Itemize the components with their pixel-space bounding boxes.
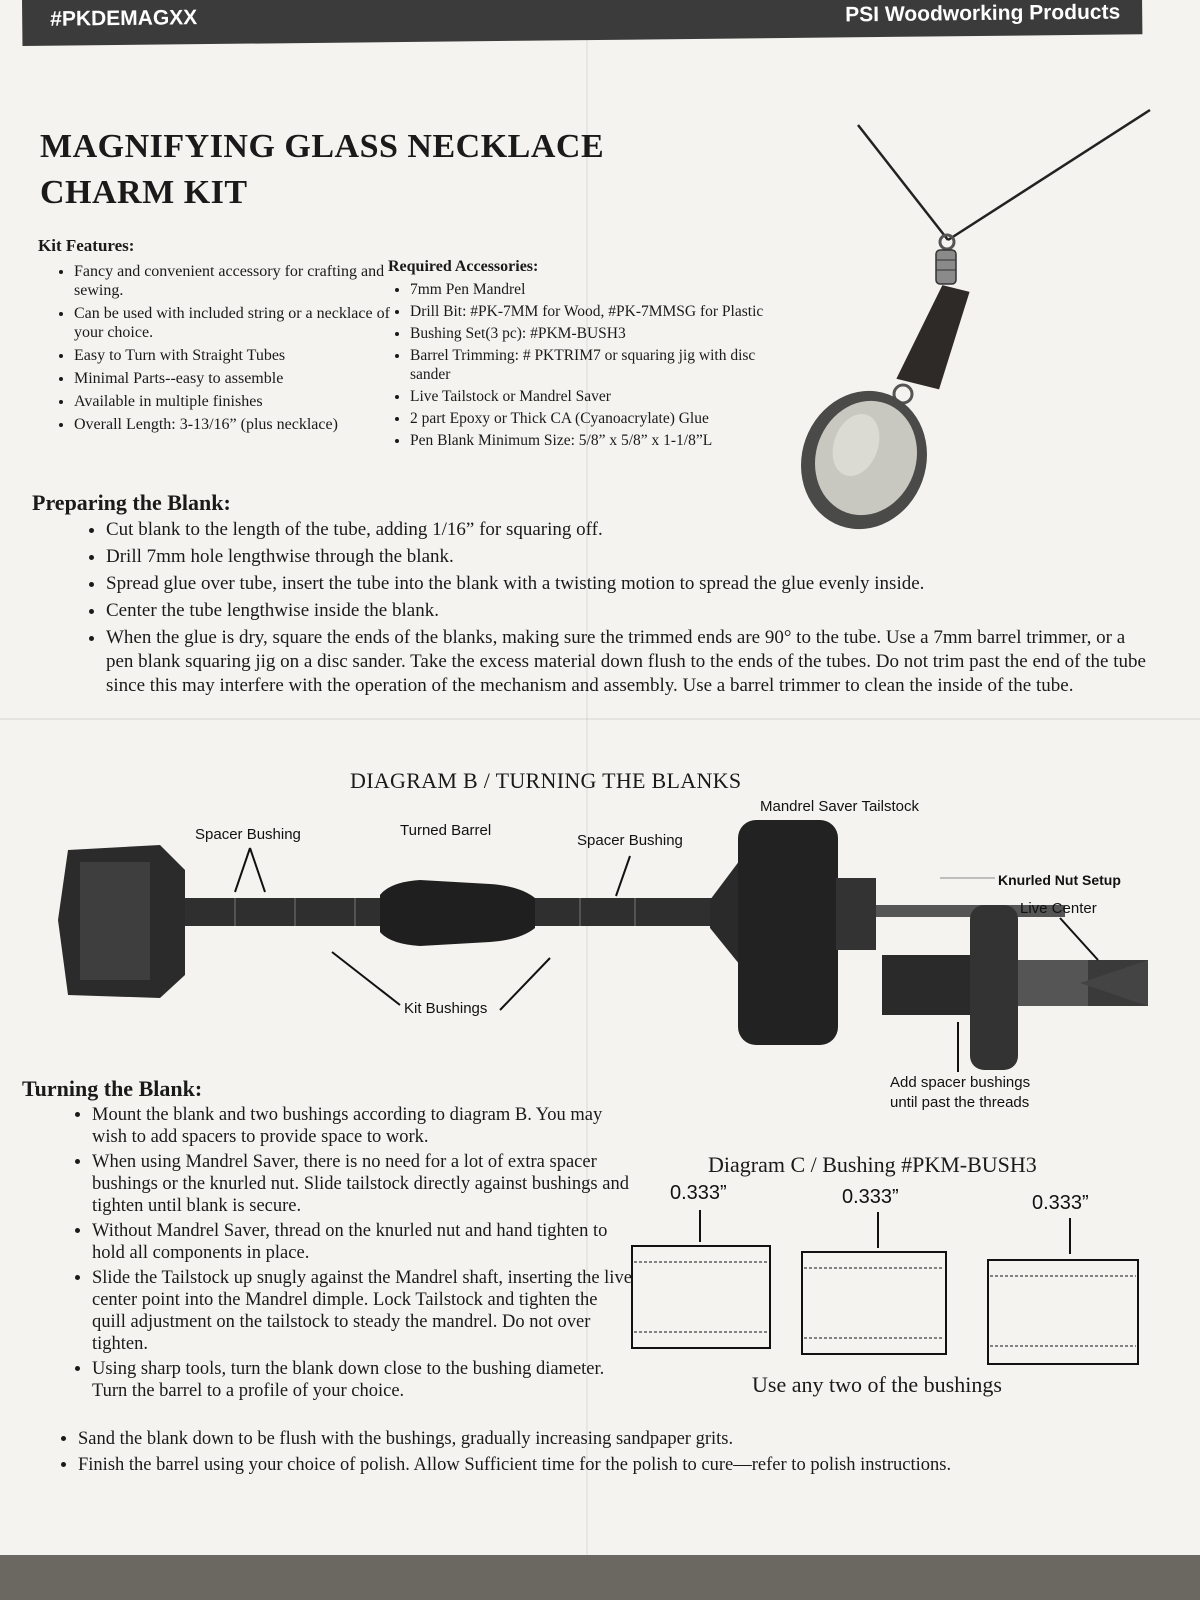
label-live-center: Live Center	[1020, 900, 1097, 917]
preparing-list	[72, 518, 1146, 701]
label-mandrel-saver: Mandrel Saver Tailstock	[760, 798, 919, 815]
list-item: • Overall Length: 3-13/16” (plus necklace)	[74, 415, 414, 434]
preparing-heading: Preparing the Blank:	[32, 490, 231, 515]
table-background	[0, 1555, 1200, 1600]
list-item: • Sand the blank down to be flush with the bushings, gradually increasing sandpaper grits.	[78, 1426, 1168, 1452]
bushings-diagram	[630, 1180, 1170, 1400]
turning-heading: Turning the Blank:	[22, 1076, 203, 1101]
brand-name: PSI Woodworking Products	[845, 0, 1121, 27]
list-item: • 7mm Pen Mandrel	[410, 280, 830, 299]
kit-features-list	[38, 262, 414, 438]
header-bar	[22, 0, 1142, 46]
diagram-c-caption: Use any two of the bushings	[752, 1372, 1002, 1397]
list-item: • Using sharp tools, turn the blank down close to the bushing diameter. Turn the barrel to a profile of your choice.	[92, 1358, 632, 1402]
list-item: • Barrel Trimming: # PKTRIM7 or squaring jig with disc sander	[410, 346, 790, 384]
list-item: • Easy to Turn with Straight Tubes	[74, 346, 414, 365]
list-item: • Without Mandrel Saver, thread on the knurled nut and hand tighten to hold all components in place.	[92, 1220, 632, 1264]
list-item: • Mount the blank and two bushings according to diagram B. You may wish to add spacers to provide space to work.	[92, 1104, 632, 1148]
label-turned-barrel: Turned Barrel	[400, 822, 492, 839]
page-title	[40, 124, 640, 216]
turning-list-continued	[48, 1426, 1168, 1478]
label-kit-bushings: Kit Bushings	[404, 1000, 488, 1017]
kit-features-heading: Kit Features:	[38, 236, 135, 255]
label-add-spacers-2: until past the threads	[890, 1094, 1030, 1111]
list-item: • Drill Bit: #PK-7MM for Wood, #PK-7MMSG for Plastic	[410, 302, 830, 321]
list-item: • Center the tube lengthwise inside the blank.	[106, 599, 1146, 623]
list-item: • Bushing Set(3 pc): #PKM-BUSH3	[410, 324, 830, 343]
bushing-dimension-2: 0.333”	[842, 1186, 899, 1208]
required-accessories-list	[388, 280, 830, 453]
list-item: • Fancy and convenient accessory for crafting and sewing.	[74, 262, 414, 300]
bushing-dimension-3: 0.333”	[1032, 1192, 1089, 1214]
label-spacer-bushing-left: Spacer Bushing	[195, 826, 301, 843]
list-item: • Available in multiple finishes	[74, 392, 414, 411]
list-item: • Can be used with included string or a necklace of your choice.	[74, 304, 414, 342]
magnifying-glass-illustration	[790, 100, 1190, 550]
list-item: • When using Mandrel Saver, there is no need for a lot of extra spacer bushings or the knurled nut. Slide tailstock directly against bushings and tighten until blank is secure.	[92, 1151, 632, 1217]
list-item: • Slide the Tailstock up snugly against the Mandrel shaft, inserting the live center point into the Mandrel dimple. Lock Tailstock and tighten the quill adjustment on the tailstock to steady the mandrel. Do not over tighten.	[92, 1267, 632, 1355]
required-accessories-heading: Required Accessories:	[388, 258, 539, 275]
list-item: • 2 part Epoxy or Thick CA (Cyanoacrylate) Glue	[410, 409, 830, 428]
paper-fold-horizontal	[0, 718, 1200, 720]
label-add-spacers-1: Add spacer bushings	[890, 1074, 1031, 1091]
list-item: • Cut blank to the length of the tube, adding 1/16” for squaring off.	[106, 518, 1146, 542]
label-knurled-nut: Knurled Nut Setup	[998, 872, 1121, 888]
list-item: • Drill 7mm hole lengthwise through the blank.	[106, 545, 1146, 569]
list-item: • Finish the barrel using your choice of polish. Allow Sufficient time for the polish to cure—refer to polish instructions.	[78, 1452, 1168, 1478]
title-line-1: MAGNIFYING GLASS NECKLACE	[40, 128, 605, 165]
diagram-c	[630, 1180, 1170, 1400]
list-item: • Spread glue over tube, insert the tube into the blank with a twisting motion to spread the glue evenly inside.	[106, 572, 1146, 596]
bushing-dimension-1: 0.333”	[670, 1182, 727, 1204]
list-item: • Minimal Parts--easy to assemble	[74, 369, 414, 388]
list-item: • Live Tailstock or Mandrel Saver	[410, 387, 830, 406]
list-item: • When the glue is dry, square the ends of the blanks, making sure the trimmed ends are 90° to the tube. Use a 7mm barrel trimmer, or a pen blank squaring jig on a disc sander. Take the excess material down flush to the ends of the tubes. Do not trim past the end of the tube since this may interfere with the operation of the mechanism and assembly. Use a barrel trimmer to clean the inside of the tube.	[106, 626, 1146, 698]
diagram-b-title: DIAGRAM B / TURNING THE BLANKS	[350, 768, 742, 793]
turning-list	[60, 1104, 632, 1405]
product-sku: #PKDEMAGXX	[50, 6, 198, 31]
diagram-c-title: Diagram C / Bushing #PKM-BUSH3	[708, 1152, 1037, 1177]
title-line-2: CHARM KIT	[40, 174, 248, 211]
label-spacer-bushing-right: Spacer Bushing	[577, 832, 683, 849]
list-item: • Pen Blank Minimum Size: 5/8” x 5/8” x 1-1/8”L	[410, 431, 830, 450]
diagram-b	[50, 800, 1180, 1130]
